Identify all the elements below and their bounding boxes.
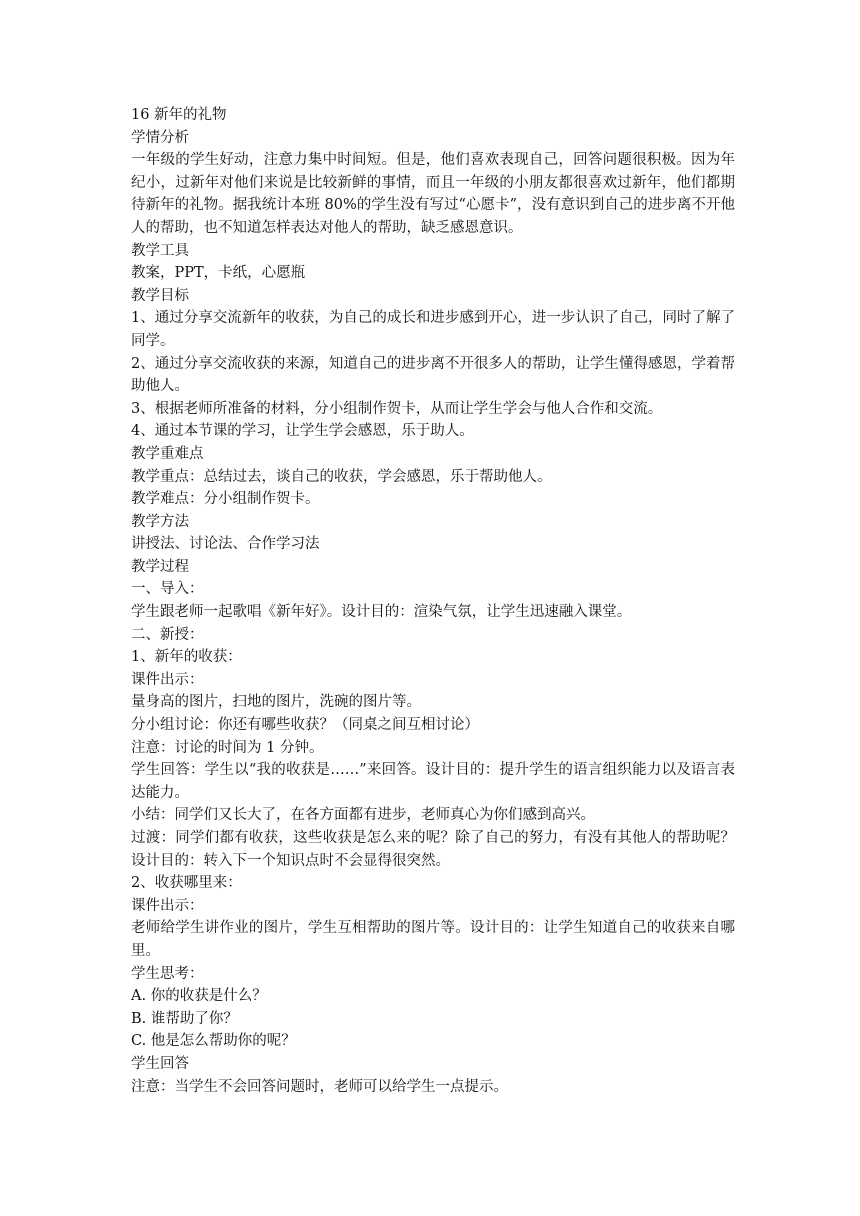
paragraph-teaching-tools: 教案，PPT，卡纸，心愿瓶 [131, 265, 306, 282]
paragraph-courseware-label-1: 课件出示： [131, 671, 204, 688]
paragraph-answer-note: 注意：当学生不会回答问题时，老师可以给学生一点提示。 [131, 1078, 508, 1095]
subheading-introduction: 一、导入： [131, 581, 204, 598]
subheading-new-lesson: 二、新授： [131, 626, 204, 643]
subheading-harvest-source: 2、收获哪里来： [131, 875, 242, 892]
paragraph-key-point: 教学重点：总结过去，谈自己的收获，学会感恩，乐于帮助他人。 [131, 468, 552, 485]
question-c: C. 他是怎么帮助你的呢？ [131, 1033, 296, 1050]
paragraph-courseware-label-2: 课件出示： [131, 897, 204, 914]
section-heading-teaching-methods: 教学方法 [131, 513, 189, 530]
subheading-new-year-harvest: 1、新年的收获： [131, 649, 242, 666]
section-heading-key-points: 教学重难点 [131, 445, 204, 462]
paragraph-courseware-content-2: 老师给学生讲作业的图片，学生互相帮助的图片等。设计目的：让学生知道自己的收获来自哪里。 [131, 920, 735, 959]
section-heading-teaching-goals: 教学目标 [131, 287, 189, 304]
paragraph-discussion-note: 注意：讨论的时间为 1 分钟。 [131, 739, 324, 756]
goal-item-1: 1、通过分享交流新年的收获，为自己的成长和进步感到开心，进一步认识了自己，同时了解了同学。 [131, 310, 735, 349]
lesson-title: 16 新年的礼物 [131, 107, 227, 123]
goal-item-4: 4、通过本节课的学习，让学生学会感恩，乐于助人。 [131, 423, 474, 440]
paragraph-teaching-methods: 讲授法、讨论法、合作学习法 [131, 536, 320, 553]
section-heading-learner-analysis: 学情分析 [131, 129, 189, 146]
paragraph-introduction: 学生跟老师一起歌唱《新年好》。设计目的：渲染气氛，让学生迅速融入课堂。 [131, 604, 632, 621]
paragraph-learner-analysis: 一年级的学生好动，注意力集中时间短。但是，他们喜欢表现自己，回答问题很积极。因为年纪小，过新年对他们来说是比较新鲜的事情，而且一年级的小朋友都很喜欢过新年，他们都期待新年的礼物。据我统计本班 80%的学生没有写过“心愿卡”，没有意识到自己的进步离不开他人的帮助，也不知道怎样表达对他人的帮助，缺乏感恩意识。 [131, 152, 735, 236]
goal-item-3: 3、根据老师所准备的材料，分小组制作贺卡，从而让学生学会与他人合作和交流。 [131, 400, 663, 417]
question-a: A. 你的收获是什么？ [131, 988, 267, 1005]
paragraph-transition: 过渡：同学们都有收获，这些收获是怎么来的呢？除了自己的努力，有没有其他人的帮助呢？设计目的：转入下一个知识点时不会显得很突然。 [131, 830, 735, 869]
section-heading-teaching-tools: 教学工具 [131, 242, 189, 259]
paragraph-student-thinking: 学生思考： [131, 965, 204, 982]
paragraph-student-answer: 学生回答：学生以“我的收获是……”来回答。设计目的：提升学生的语言组织能力以及语言表达能力。 [131, 762, 735, 801]
document-page [131, 104, 735, 1098]
paragraph-courseware-content-1: 量身高的图片，扫地的图片，洗碗的图片等。 [131, 694, 421, 711]
paragraph-student-response: 学生回答 [131, 1055, 189, 1072]
question-b: B. 谁帮助了你？ [131, 1010, 238, 1027]
paragraph-difficult-point: 教学难点：分小组制作贺卡。 [131, 491, 320, 508]
paragraph-group-discussion: 分小组讨论：你还有哪些收获？（同桌之间互相讨论） [131, 717, 479, 734]
goal-item-2: 2、通过分享交流收获的来源，知道自己的进步离不开很多人的帮助，让学生懂得感恩，学着帮助他人。 [131, 355, 735, 395]
section-heading-teaching-process: 教学过程 [131, 558, 189, 575]
paragraph-summary: 小结：同学们又长大了，在各方面都有进步，老师真心为你们感到高兴。 [131, 807, 595, 824]
